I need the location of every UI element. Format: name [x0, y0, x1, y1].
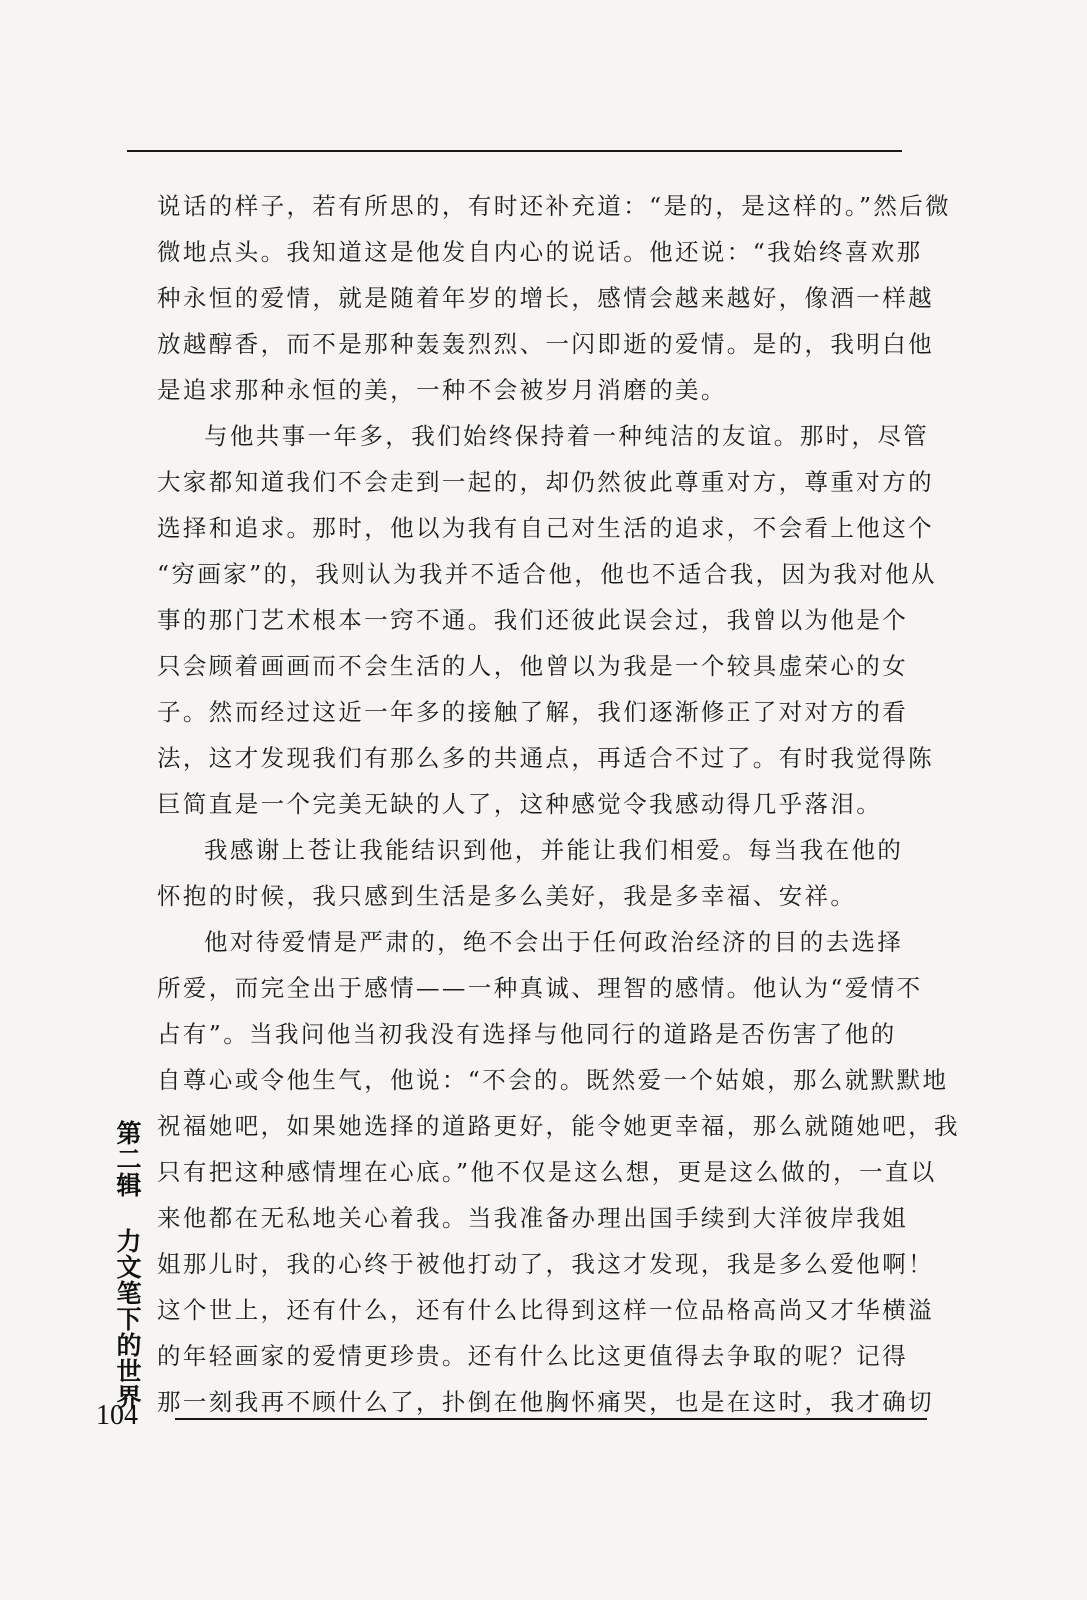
- body-text: [157, 183, 960, 1425]
- text-line: 他对待爱情是严肃的，绝不会出于任何政治经济的目的去选择: [204, 928, 904, 956]
- text-line: 那一刻我再不顾什么了，扑倒在他胸怀痛哭，也是在这时，我才确切: [157, 1388, 934, 1416]
- running-head: 第二辑 力文笔下的世界: [113, 1120, 142, 1410]
- text-line: 所爱，而完全出于感情——一种真诚、理智的感情。他认为“爱情不: [157, 974, 923, 1002]
- text-line: 说话的样子，若有所思的，有时还补充道：“是的，是这样的。”然后微: [157, 192, 952, 220]
- text-line: 微地点头。我知道这是他发自内心的说话。他还说：“我始终喜欢那: [157, 238, 923, 266]
- text-line: 的年轻画家的爱情更珍贵。还有什么比这更值得去争取的呢？记得: [157, 1342, 909, 1370]
- text-line: 巨简直是一个完美无缺的人了，这种感觉令我感动得几乎落泪。: [157, 790, 883, 818]
- text-line: 自尊心或令他生气，他说：“不会的。既然爱一个姑娘，那么就默默地: [157, 1066, 949, 1094]
- text-line: 来他都在无私地关心着我。当我准备办理出国手续到大洋彼岸我姐: [157, 1204, 909, 1232]
- text-line: 姐那儿时，我的心终于被他打动了，我这才发现，我是多么爱他啊！: [157, 1250, 934, 1278]
- text-line: 怀抱的时候，我只感到生活是多么美好，我是多幸福、安祥。: [157, 882, 857, 910]
- text-line: 种永恒的爱情，就是随着年岁的增长，感情会越来越好，像酒一样越: [157, 284, 934, 312]
- text-line: 我感谢上苍让我能结识到他，并能让我们相爱。每当我在他的: [204, 836, 904, 864]
- text-line: 选择和追求。那时，他以为我有自己对生活的追求，不会看上他这个: [157, 514, 934, 542]
- text-line: 祝福她吧，如果她选择的道路更好，能令她更幸福，那么就随她吧，我: [157, 1112, 960, 1140]
- footer-rule: [175, 1418, 927, 1420]
- text-line: 占有”。当我问他当初我没有选择与他同行的道路是否伤害了他的: [157, 1020, 897, 1048]
- text-line: 这个世上，还有什么，还有什么比得到这样一位品格高尚又才华横溢: [157, 1296, 934, 1324]
- page-number: 104: [96, 1400, 138, 1431]
- text-line: 放越醇香，而不是那种轰轰烈烈、一闪即逝的爱情。是的，我明白他: [157, 330, 934, 358]
- text-line: 子。然而经过这近一年多的接触了解，我们逐渐修正了对对方的看: [157, 698, 909, 726]
- text-line: 法，这才发现我们有那么多的共通点，再适合不过了。有时我觉得陈: [157, 744, 934, 772]
- text-line: 只会顾着画画而不会生活的人，他曾以为我是一个较具虚荣心的女: [157, 652, 909, 680]
- header-rule: [127, 150, 902, 152]
- text-line: 事的那门艺术根本一窍不通。我们还彼此误会过，我曾以为他是个: [157, 606, 909, 634]
- text-line: 大家都知道我们不会走到一起的，却仍然彼此尊重对方，尊重对方的: [157, 468, 934, 496]
- text-line: 只有把这种感情埋在心底。”他不仅是这么想，更是这么做的，一直以: [157, 1158, 937, 1186]
- text-line: “穷画家”的，我则认为我并不适合他，他也不适合我，因为我对他从: [157, 560, 937, 588]
- text-line: 是追求那种永恒的美，一种不会被岁月消磨的美。: [157, 376, 727, 404]
- text-line: 与他共事一年多，我们始终保持着一种纯洁的友谊。那时，尽管: [204, 422, 930, 450]
